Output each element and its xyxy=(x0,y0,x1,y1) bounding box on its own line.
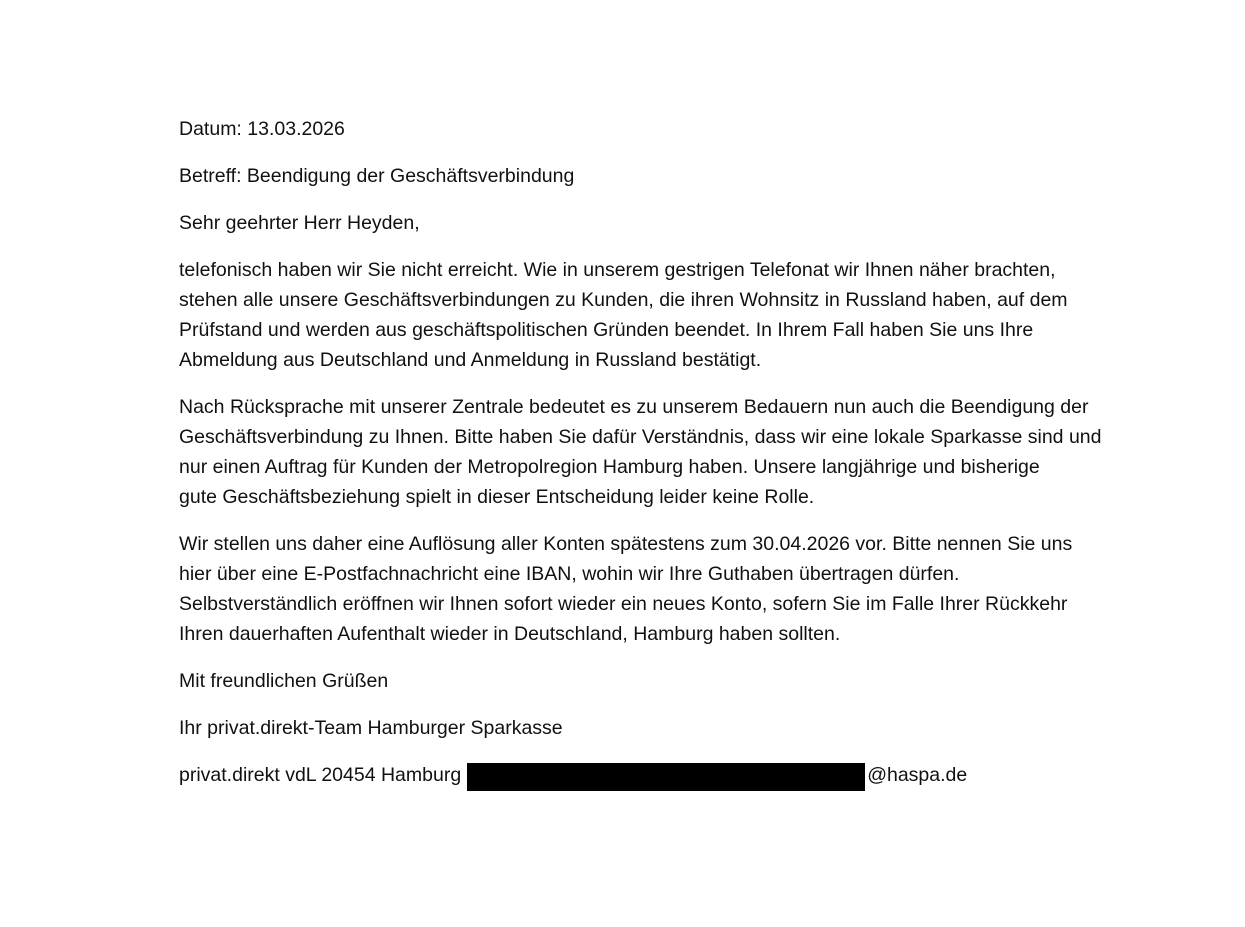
paragraph-line: hier über eine E-Postfachnachricht eine IBAN, wohin wir Ihre Guthaben übertragen dürfen. xyxy=(179,563,960,585)
paragraph-line: gute Geschäftsbeziehung spielt in dieser Entscheidung leider keine Rolle. xyxy=(179,486,815,508)
paragraph-line: Geschäftsverbindung zu Ihnen. Bitte haben Sie dafür Verständnis, dass wir eine lokale Sparkasse sind und xyxy=(179,426,1102,448)
subject-line: Betreff: Beendigung der Geschäftsverbindung xyxy=(179,165,575,187)
footer-address: privat.direkt vdL 20454 Hamburg xyxy=(179,764,462,786)
paragraph-2 xyxy=(179,392,1169,512)
paragraph-line: stehen alle unsere Geschäftsverbindungen zu Kunden, die ihren Wohnsitz in Russland haben, auf dem xyxy=(179,289,1068,311)
paragraph-line: Prüfstand und werden aus geschäftspolitischen Gründen beendet. In Ihrem Fall haben Sie uns Ihre xyxy=(179,319,1034,341)
paragraph-line: Ihren dauerhaften Aufenthalt wieder in Deutschland, Hamburg haben sollten. xyxy=(179,623,841,645)
paragraph-line: Nach Rücksprache mit unserer Zentrale bedeutet es zu unserem Bedauern nun auch die Beendigung der xyxy=(179,396,1089,418)
footer-line xyxy=(179,760,1169,790)
date-line: Datum: 13.03.2026 xyxy=(179,118,345,140)
paragraph-line: nur einen Auftrag für Kunden der Metropolregion Hamburg haben. Unsere langjährige und bisherige xyxy=(179,456,1040,478)
paragraph-line: Wir stellen uns daher eine Auflösung aller Konten spätestens zum 30.04.2026 vor. Bitte nennen Sie uns xyxy=(179,533,1073,555)
redaction-bar xyxy=(467,763,865,791)
footer-email-domain: @haspa.de xyxy=(867,764,968,786)
letter-body xyxy=(179,114,1169,790)
paragraph-line: Abmeldung aus Deutschland und Anmeldung in Russland bestätigt. xyxy=(179,349,762,371)
paragraph-3 xyxy=(179,529,1169,649)
paragraph-line: Selbstverständlich eröffnen wir Ihnen sofort wieder ein neues Konto, sofern Sie im Falle Ihrer Rückkehr xyxy=(179,593,1068,615)
signature: Ihr privat.direkt-Team Hamburger Sparkasse xyxy=(179,717,563,739)
paragraph-1 xyxy=(179,255,1169,375)
salutation: Sehr geehrter Herr Heyden, xyxy=(179,212,420,234)
closing: Mit freundlichen Grüßen xyxy=(179,670,389,692)
paragraph-line: telefonisch haben wir Sie nicht erreicht. Wie in unserem gestrigen Telefonat wir Ihnen näher brachten, xyxy=(179,259,1056,281)
